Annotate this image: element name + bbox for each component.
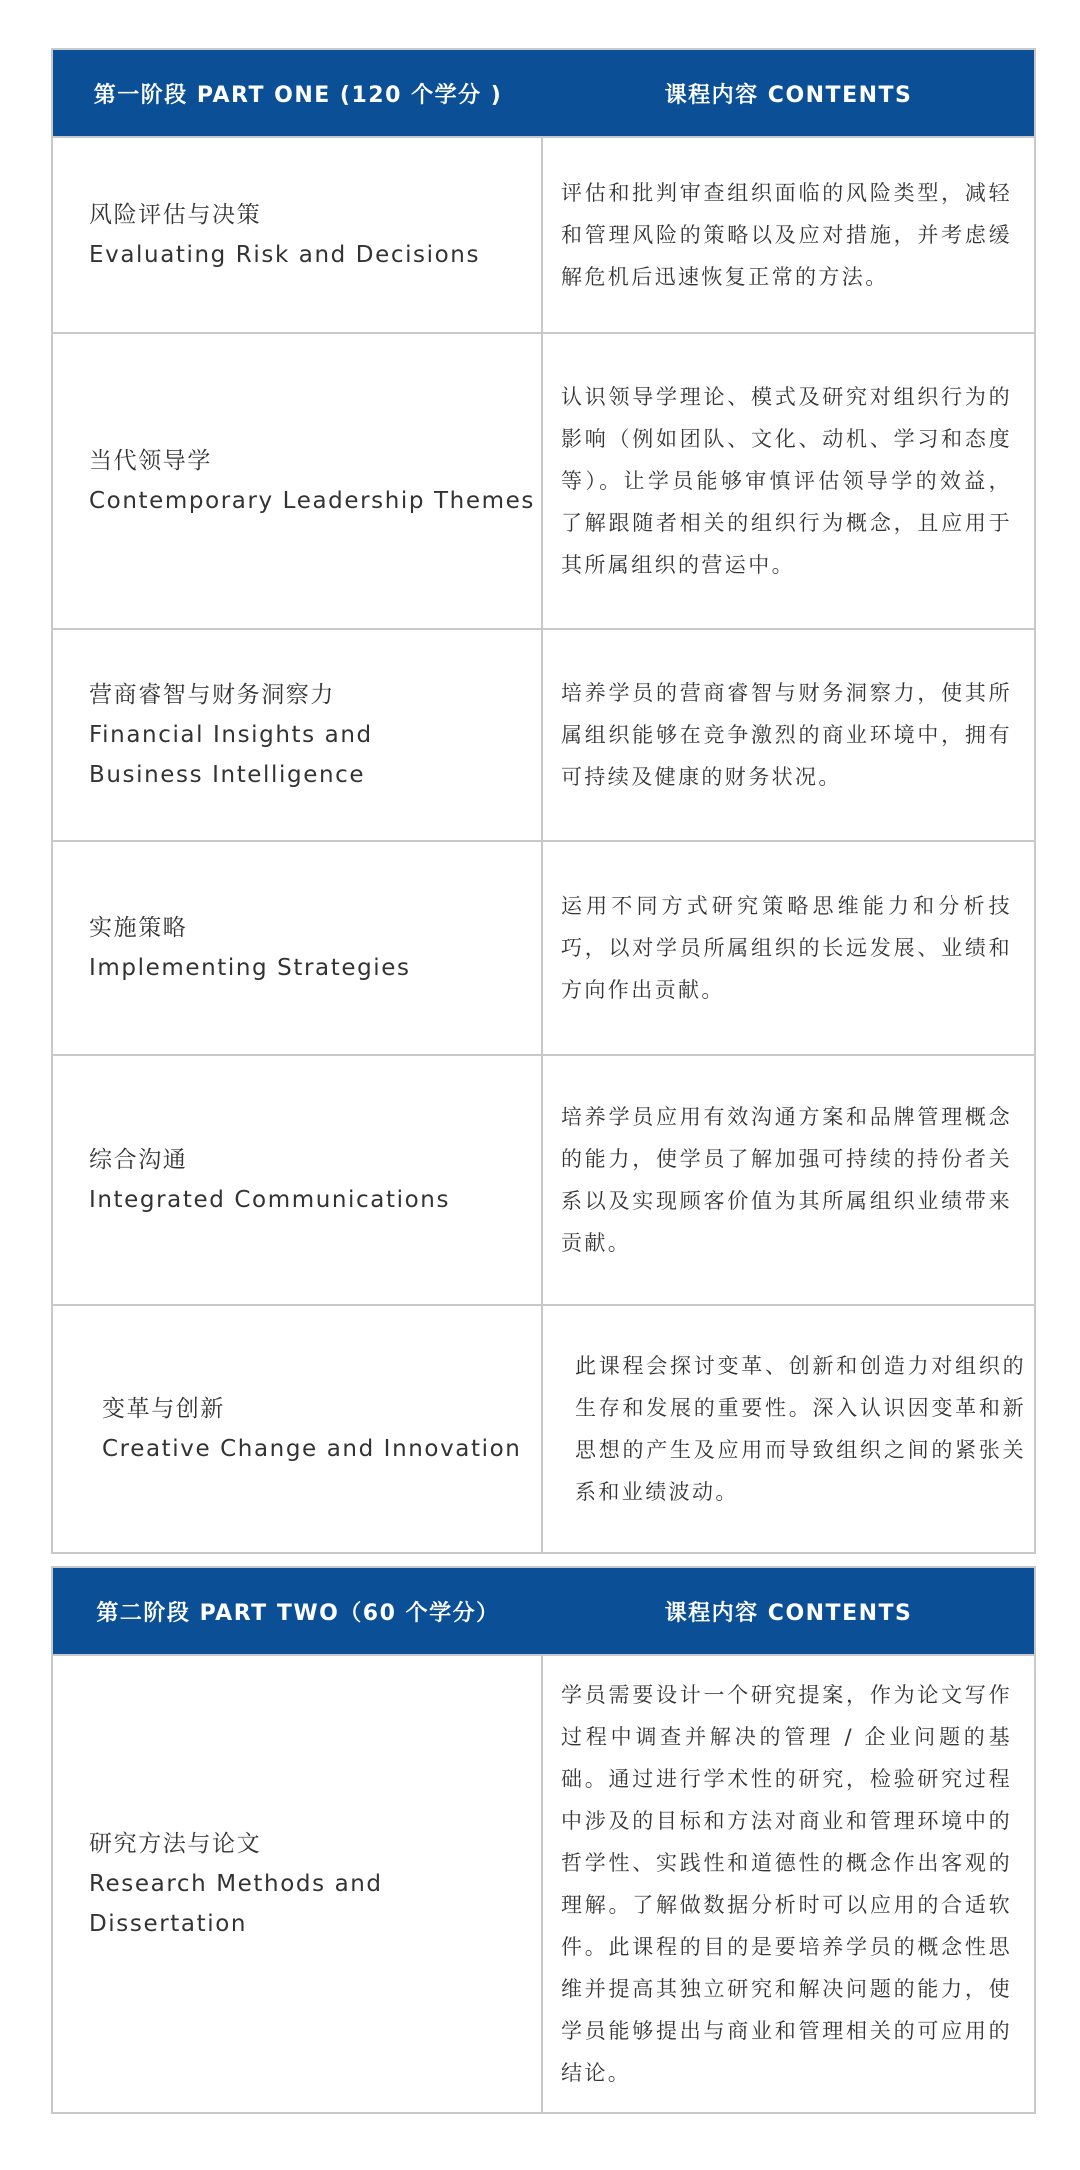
course-title-cn: 当代领导学 (89, 448, 212, 474)
course-title-cn: 综合沟通 (89, 1147, 188, 1173)
table-row (53, 136, 1034, 332)
course-title-cell (53, 138, 543, 332)
course-title-cn: 实施策略 (89, 915, 188, 941)
table-row (53, 1304, 1034, 1552)
course-title-en-line2: Business Intelligence (89, 762, 366, 788)
part-two-contents-header: 课程内容 CONTENTS (664, 1600, 913, 1626)
course-description: 培养学员应用有效沟通方案和品牌管理概念的能力，使学员了解加强可持续的持份者关系以及实现顾客价值为其所属组织业绩带来贡献。 (561, 1105, 1012, 1255)
course-title-cn: 营商睿智与财务洞察力 (89, 682, 335, 708)
course-title-en: Financial Insights and (89, 722, 373, 748)
table-row (53, 1654, 1034, 2112)
course-description: 培养学员的营商睿智与财务洞察力，使其所属组织能够在竞争激烈的商业环境中，拥有可持续及健康的财务状况。 (561, 681, 1012, 789)
course-title-en: Contemporary Leadership Themes (89, 488, 535, 514)
part-one-stage-header: 第一阶段 PART ONE (120 个学分 ) (93, 82, 503, 108)
course-title-en: Creative Change and Innovation (102, 1436, 522, 1462)
course-description: 运用不同方式研究策略思维能力和分析技巧，以对学员所属组织的长远发展、业绩和方向作出贡献。 (561, 894, 1012, 1002)
course-title-cn: 变革与创新 (102, 1396, 225, 1422)
part-two-table (51, 1566, 1036, 2114)
table-row (53, 628, 1034, 840)
course-title-cell (53, 334, 543, 628)
course-description: 评估和批判审查组织面临的风险类型，减轻和管理风险的策略以及应对措施，并考虑缓解危机后迅速恢复正常的方法。 (561, 181, 1012, 289)
course-description: 认识领导学理论、模式及研究对组织行为的影响（例如团队、文化、动机、学习和态度等）。让学员能够审慎评估领导学的效益，了解跟随者相关的组织行为概念，且应用于其所属组织的营运中。 (561, 385, 1012, 577)
course-title-cell (53, 1056, 543, 1304)
table-row (53, 1054, 1034, 1304)
course-title-cell (53, 1656, 543, 2112)
course-description: 学员需要设计一个研究提案，作为论文写作过程中调查并解决的管理 / 企业问题的基础。通过进行学术性的研究，检验研究过程中涉及的目标和方法对商业和管理环境中的哲学性、实践性和道德性的概念作出客观的理解。了解做数据分析时可以应用的合适软件。此课程的目的是要培养学员的概念性思维并提高其独立研究和解决问题的能力，使学员能够提出与商业和管理相关的可应用的结论。 (561, 1683, 1012, 2085)
table-row (53, 840, 1034, 1054)
part-two-stage-header: 第二阶段 PART TWO（60 个学分） (96, 1600, 500, 1626)
part-one-contents-header: 课程内容 CONTENTS (664, 82, 913, 108)
course-title-cell (53, 842, 543, 1054)
part-one-table (51, 48, 1036, 1554)
course-title-en: Evaluating Risk and Decisions (89, 242, 481, 268)
course-title-cell (53, 630, 543, 840)
part-one-header (53, 50, 1034, 136)
course-title-en: Integrated Communications (89, 1187, 451, 1213)
course-title-en: Research Methods and Dissertation (89, 1871, 383, 1937)
course-title-cell (53, 1306, 543, 1552)
table-row (53, 332, 1034, 628)
part-two-header (53, 1568, 1034, 1654)
course-description: 此课程会探讨变革、创新和创造力对组织的生存和发展的重要性。深入认识因变革和新思想的产生及应用而导致组织之间的紧张关系和业绩波动。 (575, 1354, 1026, 1504)
course-title-en: Implementing Strategies (89, 955, 411, 981)
course-title-cn: 风险评估与决策 (89, 202, 262, 228)
course-title-cn: 研究方法与论文 (89, 1831, 262, 1857)
